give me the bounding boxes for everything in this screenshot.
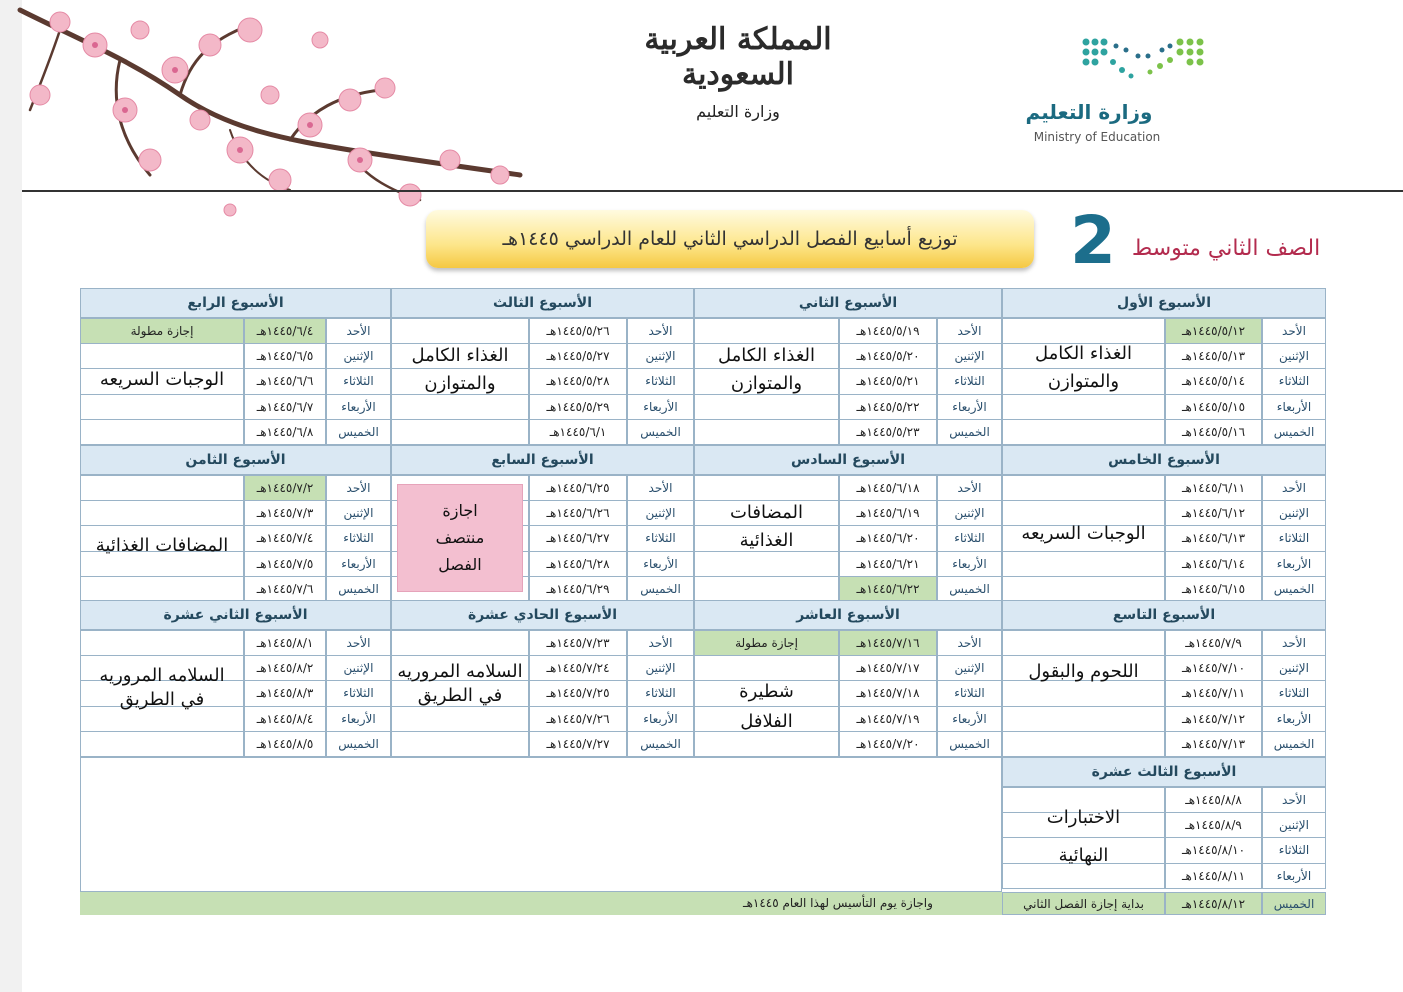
topic-cell bbox=[80, 630, 244, 656]
date-cell: ١٤٤٥/٧/٣هـ bbox=[244, 500, 326, 526]
day-cell: الأحد bbox=[937, 630, 1002, 656]
day-cell: الأربعاء bbox=[937, 394, 1002, 420]
week-header: الأسبوع الرابع bbox=[80, 288, 391, 318]
topic-cell bbox=[80, 475, 244, 501]
week-topic-line: في الطريق bbox=[119, 689, 205, 710]
day-cell: الخميس bbox=[627, 419, 694, 445]
day-cell: الثلاثاء bbox=[627, 680, 694, 706]
date-cell: ١٤٤٥/٦/٢٥هـ bbox=[529, 475, 627, 501]
date-cell: ١٤٤٥/٦/١١هـ bbox=[1165, 475, 1262, 501]
date-cell: ١٤٤٥/٦/١هـ bbox=[529, 419, 627, 445]
header-divider bbox=[22, 190, 1403, 192]
date-cell: ١٤٤٥/٦/٢٢هـ bbox=[839, 576, 937, 602]
date-cell: ١٤٤٥/٧/١٣هـ bbox=[1165, 731, 1262, 757]
day-cell: الأحد bbox=[326, 630, 391, 656]
topic-cell bbox=[1002, 576, 1165, 602]
day-cell: الخميس bbox=[627, 576, 694, 602]
date-cell: ١٤٤٥/٥/٢١هـ bbox=[839, 368, 937, 394]
page-title: توزيع أسابيع الفصل الدراسي الثاني للعام الدراسي ١٤٤٥هـ bbox=[426, 210, 1034, 268]
day-cell: الأحد bbox=[326, 475, 391, 501]
date-cell: ١٤٤٥/٧/٦هـ bbox=[244, 576, 326, 602]
week-topic bbox=[694, 499, 839, 555]
day-cell: الأحد bbox=[627, 475, 694, 501]
ministry-name: وزارة التعليم bbox=[696, 102, 780, 121]
week-topic-line: شطيرة bbox=[739, 681, 794, 702]
date-cell: ١٤٤٥/٥/٢٠هـ bbox=[839, 343, 937, 369]
date-cell: ١٤٤٥/٧/١٧هـ bbox=[839, 655, 937, 681]
topic-cell bbox=[1002, 551, 1165, 577]
midterm-break-line: منتصف bbox=[435, 528, 485, 547]
day-cell: الأحد bbox=[627, 630, 694, 656]
topic-cell bbox=[694, 318, 839, 344]
week-header: الأسبوع الخامس bbox=[1002, 445, 1326, 475]
day-cell: الثلاثاء bbox=[1262, 525, 1326, 551]
date-cell: ١٤٤٥/٧/٢٧هـ bbox=[529, 731, 627, 757]
day-cell: الثلاثاء bbox=[937, 368, 1002, 394]
day-cell: الخميس bbox=[1262, 892, 1326, 915]
week-topic-line: المضافات الغذائية bbox=[95, 535, 229, 556]
date-cell: ١٤٤٥/٥/١٦هـ bbox=[1165, 419, 1262, 445]
week-topic-line: المضافات bbox=[729, 502, 804, 523]
day-cell: الإثنين bbox=[627, 343, 694, 369]
date-cell: ١٤٤٥/٦/٥هـ bbox=[244, 343, 326, 369]
week-topic-line: الغذاء الكامل bbox=[411, 345, 509, 366]
date-cell: ١٤٤٥/٨/٣هـ bbox=[244, 680, 326, 706]
topic-cell bbox=[1002, 731, 1165, 757]
date-cell: ١٤٤٥/٨/١١هـ bbox=[1165, 863, 1262, 889]
week-topic-line: والمتوازن bbox=[1047, 371, 1120, 392]
day-cell: الإثنين bbox=[937, 500, 1002, 526]
date-cell: ١٤٤٥/٦/١٩هـ bbox=[839, 500, 937, 526]
day-cell: الثلاثاء bbox=[326, 525, 391, 551]
day-cell: الإثنين bbox=[627, 655, 694, 681]
day-cell: الخميس bbox=[1262, 419, 1326, 445]
day-cell: الأحد bbox=[1262, 787, 1326, 813]
day-cell: الثلاثاء bbox=[1262, 368, 1326, 394]
week-topic bbox=[80, 662, 244, 710]
date-cell: ١٤٤٥/٧/١٩هـ bbox=[839, 706, 937, 732]
date-cell: ١٤٤٥/٦/١٢هـ bbox=[1165, 500, 1262, 526]
date-cell: ١٤٤٥/٧/٢٣هـ bbox=[529, 630, 627, 656]
day-cell: الخميس bbox=[937, 419, 1002, 445]
week-topic-line: الفلافل bbox=[740, 711, 793, 732]
topic-cell bbox=[1002, 630, 1165, 656]
date-cell: ١٤٤٥/٧/٢٥هـ bbox=[529, 680, 627, 706]
day-cell: الخميس bbox=[627, 731, 694, 757]
date-cell: ١٤٤٥/٦/٢٩هـ bbox=[529, 576, 627, 602]
topic-cell bbox=[80, 731, 244, 757]
date-cell: ١٤٤٥/٦/١٤هـ bbox=[1165, 551, 1262, 577]
date-cell: ١٤٤٥/٧/٩هـ bbox=[1165, 630, 1262, 656]
day-cell: الأحد bbox=[326, 318, 391, 344]
grade-number: 2 bbox=[1070, 202, 1116, 279]
day-cell: الإثنين bbox=[1262, 343, 1326, 369]
topic-cell bbox=[391, 318, 529, 344]
week-header: الأسبوع الأول bbox=[1002, 288, 1326, 318]
date-cell: ١٤٤٥/٦/٢٨هـ bbox=[529, 551, 627, 577]
date-cell: ١٤٤٥/٦/٦هـ bbox=[244, 368, 326, 394]
day-cell: الخميس bbox=[937, 731, 1002, 757]
week-topic bbox=[80, 366, 244, 394]
topic-cell bbox=[694, 475, 839, 501]
topic-cell bbox=[80, 419, 244, 445]
date-cell: ١٤٤٥/٧/٥هـ bbox=[244, 551, 326, 577]
logo-dots-icon bbox=[1080, 36, 1208, 80]
week-topic bbox=[1002, 520, 1165, 548]
week-header: الأسبوع الثالث bbox=[391, 288, 694, 318]
day-cell: الأربعاء bbox=[1262, 863, 1326, 889]
week-topic-line: والمتوازن bbox=[730, 373, 803, 394]
day-cell: الأربعاء bbox=[1262, 551, 1326, 577]
day-cell: الأحد bbox=[1262, 630, 1326, 656]
date-cell: ١٤٤٥/٥/٢٨هـ bbox=[529, 368, 627, 394]
week-header: الأسبوع السابع bbox=[391, 445, 694, 475]
week-header: الأسبوع الثامن bbox=[80, 445, 391, 475]
logo-arabic-text: وزارة التعليم bbox=[1025, 100, 1153, 124]
week-topic-line: الوجبات السريعه bbox=[99, 369, 225, 390]
week-topic-line: الغذاء الكامل bbox=[1035, 343, 1132, 364]
day-cell: الثلاثاء bbox=[627, 525, 694, 551]
extended-holiday-note: إجازة مطولة bbox=[80, 318, 244, 344]
date-cell: ١٤٤٥/٧/٢٤هـ bbox=[529, 655, 627, 681]
topic-cell bbox=[80, 576, 244, 602]
day-cell: الأحد bbox=[627, 318, 694, 344]
date-cell: ١٤٤٥/٨/٤هـ bbox=[244, 706, 326, 732]
day-cell: الأربعاء bbox=[937, 551, 1002, 577]
week-topic-line: النهائية bbox=[1058, 845, 1109, 866]
topic-cell bbox=[1002, 419, 1165, 445]
date-cell: ١٤٤٥/٥/١٣هـ bbox=[1165, 343, 1262, 369]
topic-cell bbox=[694, 576, 839, 602]
date-cell: ١٤٤٥/٥/١٩هـ bbox=[839, 318, 937, 344]
day-cell: الأربعاء bbox=[937, 706, 1002, 732]
week-topic-line: في الطريق bbox=[417, 685, 503, 706]
date-cell: ١٤٤٥/٥/٢٦هـ bbox=[529, 318, 627, 344]
day-cell: الثلاثاء bbox=[326, 680, 391, 706]
day-cell: الأربعاء bbox=[326, 394, 391, 420]
day-cell: الخميس bbox=[326, 576, 391, 602]
day-cell: الخميس bbox=[326, 419, 391, 445]
week-topic bbox=[694, 342, 839, 398]
week-header: الأسبوع الثالث عشرة bbox=[1002, 757, 1326, 787]
topic-cell bbox=[1002, 475, 1165, 501]
date-cell: ١٤٤٥/٦/١٥هـ bbox=[1165, 576, 1262, 602]
date-cell: ١٤٤٥/٥/١٥هـ bbox=[1165, 394, 1262, 420]
date-cell: ١٤٤٥/٥/٢٢هـ bbox=[839, 394, 937, 420]
day-cell: الثلاثاء bbox=[1262, 680, 1326, 706]
week-topic bbox=[1002, 340, 1165, 396]
date-cell: ١٤٤٥/٦/٢١هـ bbox=[839, 551, 937, 577]
date-cell: ١٤٤٥/٨/٥هـ bbox=[244, 731, 326, 757]
date-cell: ١٤٤٥/٥/٢٣هـ bbox=[839, 419, 937, 445]
topic-cell bbox=[80, 394, 244, 420]
week-header: الأسبوع الحادي عشرة bbox=[391, 600, 694, 630]
day-cell: الإثنين bbox=[326, 655, 391, 681]
date-cell: ١٤٤٥/٧/٢٠هـ bbox=[839, 731, 937, 757]
day-cell: الخميس bbox=[1262, 576, 1326, 602]
day-cell: الأربعاء bbox=[1262, 394, 1326, 420]
midterm-break-line: اجازة bbox=[442, 501, 478, 520]
date-cell: ١٤٤٥/٦/١٣هـ bbox=[1165, 525, 1262, 551]
topic-cell bbox=[80, 500, 244, 526]
date-cell: ١٤٤٥/٧/١٨هـ bbox=[839, 680, 937, 706]
date-cell: ١٤٤٥/٦/٤هـ bbox=[244, 318, 326, 344]
day-cell: الثلاثاء bbox=[1262, 837, 1326, 863]
week-header: الأسبوع السادس bbox=[694, 445, 1002, 475]
week-topic-line: اللحوم والبقول bbox=[1028, 661, 1139, 682]
day-cell: الأحد bbox=[937, 318, 1002, 344]
day-cell: الأربعاء bbox=[326, 706, 391, 732]
day-cell: الإثنين bbox=[937, 655, 1002, 681]
week-topic bbox=[80, 532, 244, 560]
day-cell: الأربعاء bbox=[326, 551, 391, 577]
week-topic-line: والمتوازن bbox=[424, 373, 496, 394]
week-topic bbox=[391, 342, 529, 398]
day-cell: الأحد bbox=[1262, 475, 1326, 501]
date-cell: ١٤٤٥/٦/٧هـ bbox=[244, 394, 326, 420]
day-cell: الأحد bbox=[1262, 318, 1326, 344]
day-cell: الإثنين bbox=[627, 500, 694, 526]
day-cell: الثلاثاء bbox=[937, 525, 1002, 551]
date-cell: ١٤٤٥/٨/١هـ bbox=[244, 630, 326, 656]
date-cell: ١٤٤٥/٦/٢٧هـ bbox=[529, 525, 627, 551]
week-header: الأسبوع الثاني عشرة bbox=[80, 600, 391, 630]
midterm-break-box bbox=[397, 484, 523, 592]
week-topic-line: الوجبات السريعه bbox=[1021, 523, 1146, 544]
date-cell: ١٤٤٥/٥/١٢هـ bbox=[1165, 318, 1262, 344]
date-cell: ١٤٤٥/٨/٨هـ bbox=[1165, 787, 1262, 813]
topic-cell bbox=[391, 706, 529, 732]
day-cell: الثلاثاء bbox=[937, 680, 1002, 706]
week-topic-line: الغذاء الكامل bbox=[718, 345, 815, 366]
day-cell: الثلاثاء bbox=[627, 368, 694, 394]
grade-label: الصف الثاني متوسط bbox=[1131, 236, 1321, 261]
day-cell: الخميس bbox=[1262, 731, 1326, 757]
founding-day-note: واجازة يوم التأسيس لهذا العام ١٤٤٥هـ bbox=[743, 896, 933, 910]
date-cell: ١٤٤٥/٦/٨هـ bbox=[244, 419, 326, 445]
topic-cell bbox=[1002, 394, 1165, 420]
topic-cell bbox=[694, 419, 839, 445]
topic-cell bbox=[391, 630, 529, 656]
day-cell: الإثنين bbox=[937, 343, 1002, 369]
break-start-note: بداية إجازة الفصل الثاني bbox=[1002, 892, 1165, 915]
day-cell: الأحد bbox=[937, 475, 1002, 501]
logo-english-text: Ministry of Education bbox=[1033, 130, 1161, 144]
date-cell: ١٤٤٥/٦/١٨هـ bbox=[839, 475, 937, 501]
kingdom-name: المملكة العربية السعودية bbox=[644, 22, 832, 92]
date-cell: ١٤٤٥/٧/١٢هـ bbox=[1165, 706, 1262, 732]
day-cell: الأربعاء bbox=[627, 551, 694, 577]
week-header: الأسبوع العاشر bbox=[694, 600, 1002, 630]
day-cell: الخميس bbox=[326, 731, 391, 757]
date-cell: ١٤٤٥/٥/٢٧هـ bbox=[529, 343, 627, 369]
week-topic-line: السلامه المروريه bbox=[99, 665, 225, 686]
week-topic bbox=[391, 658, 529, 706]
day-cell: الإثنين bbox=[1262, 812, 1326, 838]
day-cell: الإثنين bbox=[326, 343, 391, 369]
schedule-table bbox=[80, 288, 1326, 915]
day-cell: الأربعاء bbox=[627, 394, 694, 420]
week-topic-line: السلامه المروريه bbox=[397, 661, 523, 682]
date-cell: ١٤٤٥/٧/١٠هـ bbox=[1165, 655, 1262, 681]
week-header: الأسبوع التاسع bbox=[1002, 600, 1326, 630]
date-cell: ١٤٤٥/٥/٢٩هـ bbox=[529, 394, 627, 420]
day-cell: الخميس bbox=[937, 576, 1002, 602]
date-cell: ١٤٤٥/٧/٢٦هـ bbox=[529, 706, 627, 732]
topic-cell bbox=[391, 731, 529, 757]
extended-holiday-note: إجازة مطولة bbox=[694, 630, 839, 656]
day-cell: الأربعاء bbox=[1262, 706, 1326, 732]
week-topic bbox=[1002, 658, 1165, 686]
kingdom-header bbox=[598, 22, 878, 121]
date-cell: ١٤٤٥/٥/١٤هـ bbox=[1165, 368, 1262, 394]
day-cell: الإثنين bbox=[326, 500, 391, 526]
topic-cell bbox=[391, 419, 529, 445]
date-cell: ١٤٤٥/٦/٢٦هـ bbox=[529, 500, 627, 526]
date-cell: ١٤٤٥/٦/٢٠هـ bbox=[839, 525, 937, 551]
date-cell: ١٤٤٥/٨/١٠هـ bbox=[1165, 837, 1262, 863]
date-cell: ١٤٤٥/٧/١٦هـ bbox=[839, 630, 937, 656]
date-cell: ١٤٤٥/٨/١٢هـ bbox=[1165, 892, 1262, 915]
week-topic-line: الاختبارات bbox=[1046, 807, 1121, 828]
day-cell: الثلاثاء bbox=[326, 368, 391, 394]
date-cell: ١٤٤٥/٨/٩هـ bbox=[1165, 812, 1262, 838]
date-cell: ١٤٤٥/٧/٢هـ bbox=[244, 475, 326, 501]
date-cell: ١٤٤٥/٧/١١هـ bbox=[1165, 680, 1262, 706]
midterm-break-line: الفصل bbox=[438, 555, 482, 574]
empty-area bbox=[80, 757, 1002, 892]
day-cell: الإثنين bbox=[1262, 500, 1326, 526]
week-header: الأسبوع الثاني bbox=[694, 288, 1002, 318]
day-cell: الإثنين bbox=[1262, 655, 1326, 681]
week-topic bbox=[1002, 804, 1165, 880]
week-topic bbox=[694, 678, 839, 738]
date-cell: ١٤٤٥/٨/٢هـ bbox=[244, 655, 326, 681]
topic-cell bbox=[1002, 706, 1165, 732]
week-topic-line: الغذائية bbox=[739, 530, 794, 551]
day-cell: الأربعاء bbox=[627, 706, 694, 732]
date-cell: ١٤٤٥/٧/٤هـ bbox=[244, 525, 326, 551]
